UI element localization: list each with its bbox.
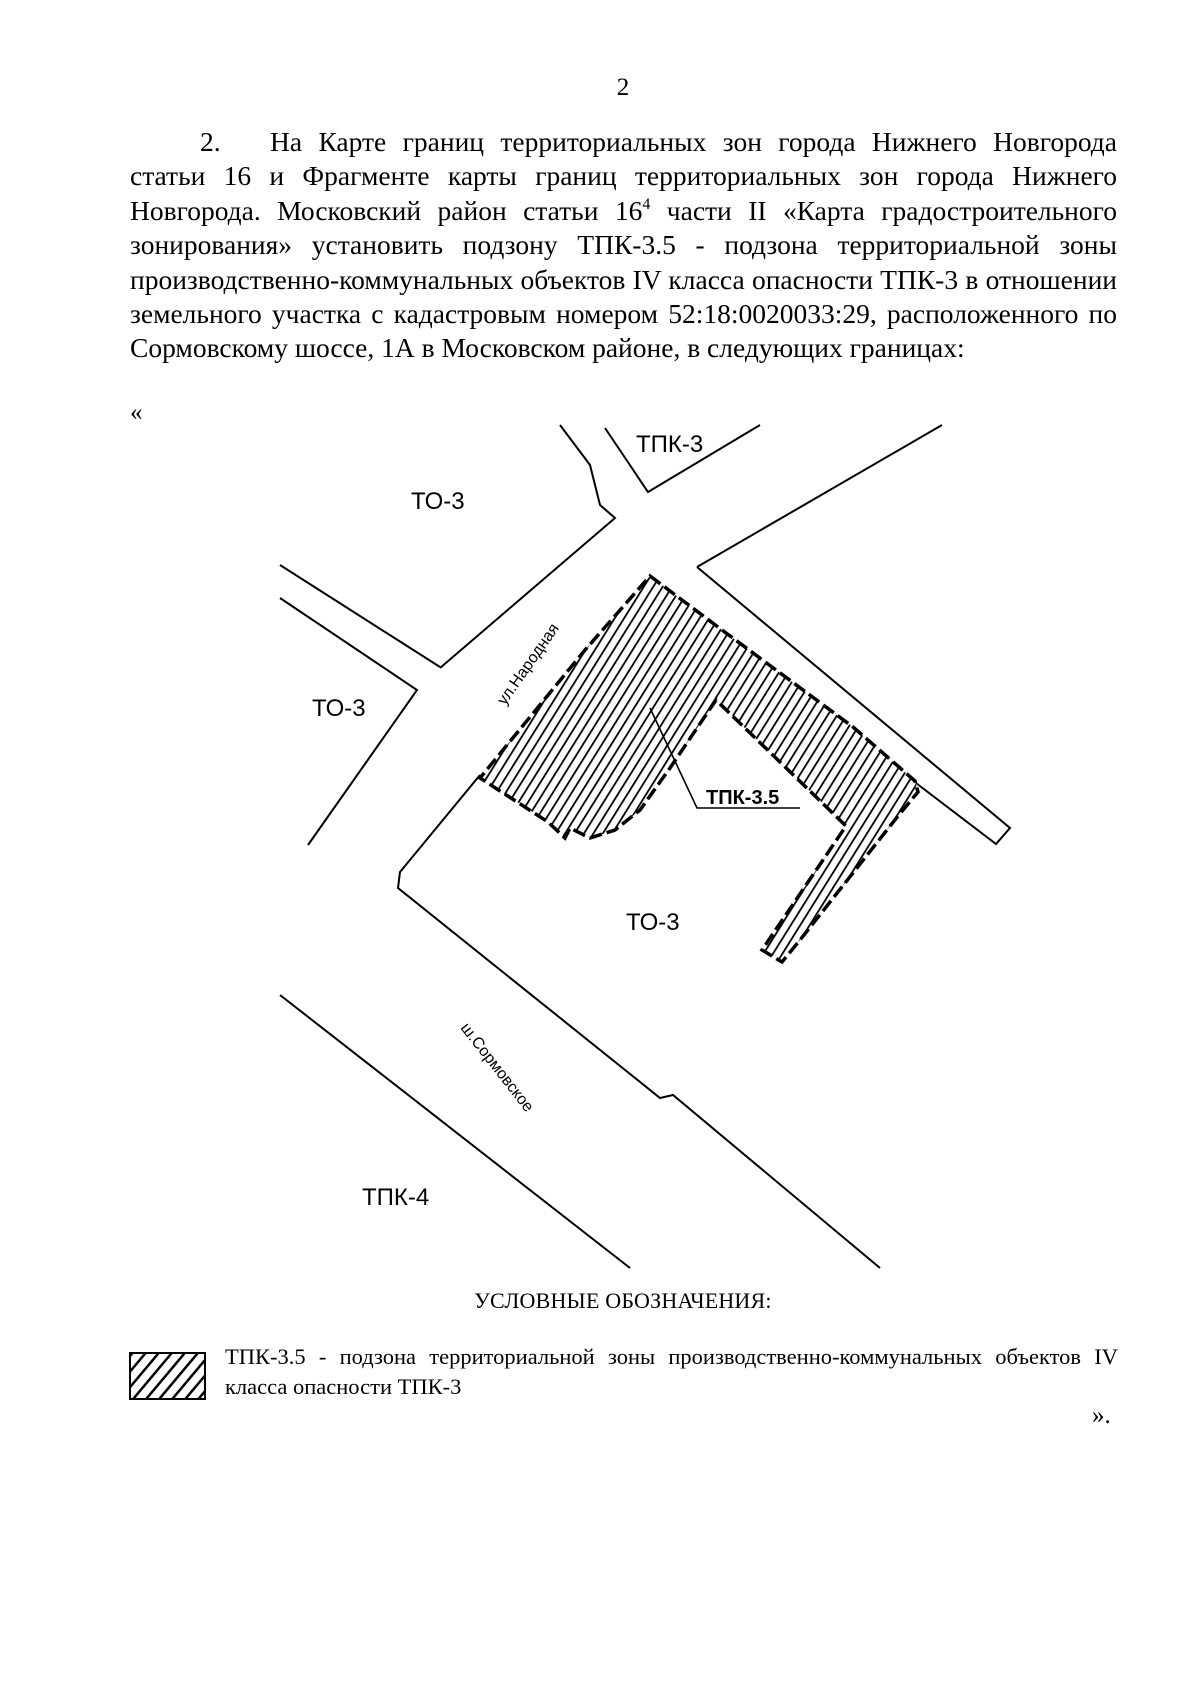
paragraph-superscript: 4 [642, 195, 651, 213]
street-label-sormovskoe: ш.Сормовское [456, 1019, 537, 1116]
street-label-narodnaya: ул.Народная [494, 620, 563, 709]
block-boundary-top [440, 425, 615, 668]
close-quote: ». [1092, 1402, 1111, 1429]
zone-label-to3-top: ТО-3 [411, 488, 465, 515]
zone-label-tpk35: ТПК-3.5 [706, 787, 780, 809]
zone-label-tpk3-top: ТПК-3 [636, 431, 704, 458]
highway-line [280, 995, 630, 1268]
page-number: 2 [616, 74, 630, 101]
zone-label-tpk4: ТПК-4 [362, 1184, 430, 1211]
zone-label-to3-left: ТО-3 [312, 695, 366, 722]
legend-item-text: ТПК-3.5 - подзона территориальной зоны производственно-коммунальных объектов IV класса опасности ТПК-3 [225, 1344, 1118, 1399]
zone-label-to3-center: ТО-3 [626, 909, 680, 936]
block-boundary-ne [697, 425, 942, 567]
paragraph-text-part2: части II «Карта градостроительного зонирования» установить подзону ТПК-3.5 - подзона территориальной зоны производственно-коммунальных объектов IV класса опасности ТПК-3 в отношении земельного участка с кадастровым номером 52:18:0020033:29, расположенного по Сормовскому шоссе, 1А в Московском районе, в следующих границах: [130, 194, 1117, 364]
paragraph-number: 2. [200, 126, 221, 157]
open-quote: « [130, 399, 143, 426]
paragraph-text-part1: На Карте границ территориальных зон города Нижнего Новгорода статьи 16 и Фрагменте карты границ территориальных зон города Нижнего Новгорода. Московский район статьи 16 [130, 126, 1117, 226]
legend-swatch [130, 1353, 205, 1399]
legend-title: УСЛОВНЫЕ ОБОЗНАЧЕНИЯ: [474, 1288, 772, 1313]
